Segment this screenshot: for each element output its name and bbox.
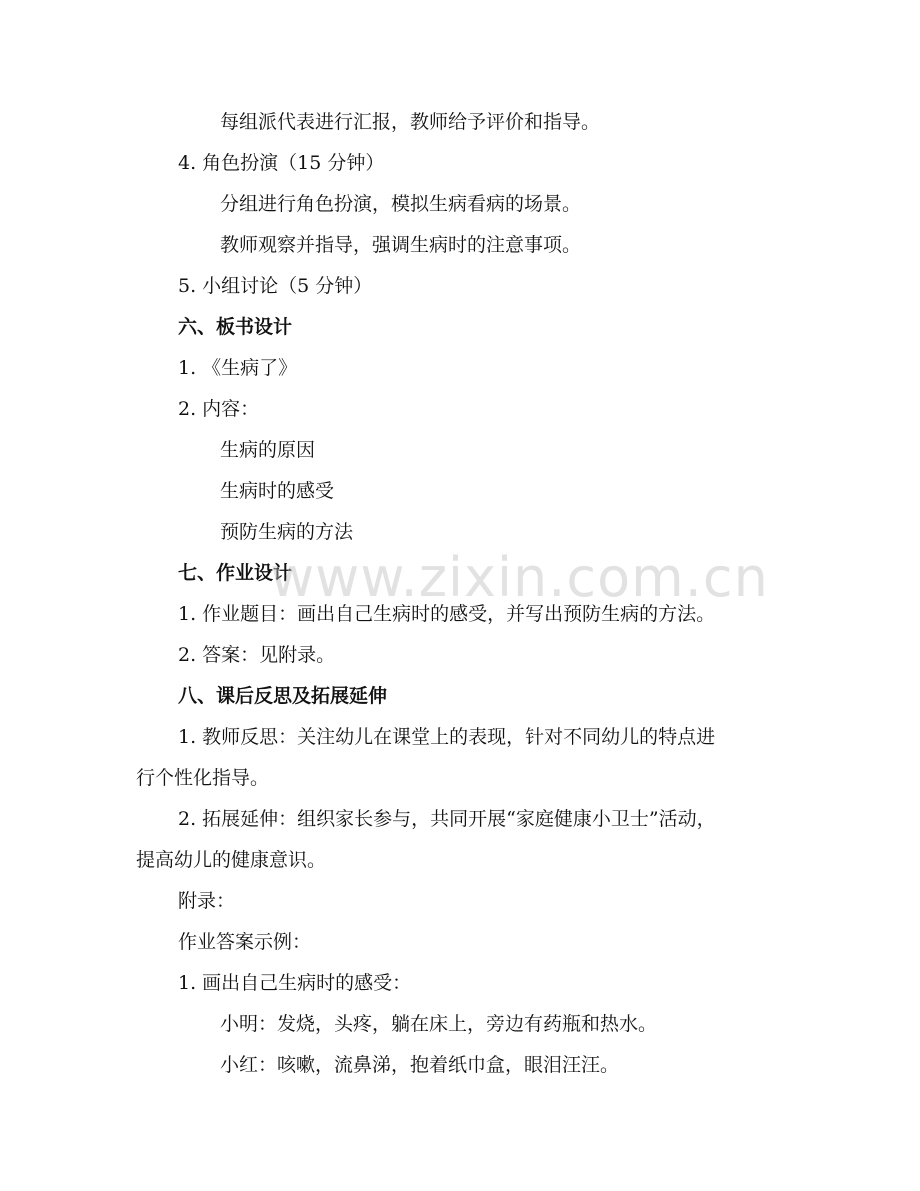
section-heading: 六、板书设计 — [178, 316, 293, 338]
list-item: 2. 答案：见附录。 — [178, 644, 336, 666]
list-item: 1. 画出自己生病时的感受： — [178, 972, 412, 994]
list-item: 1. 作业题目：画出自己生病时的感受，并写出预防生病的方法。 — [178, 603, 716, 625]
list-item: 1. 《生病了》 — [178, 357, 298, 379]
text-line: 小红：咳嗽，流鼻涕，抱着纸巾盒，眼泪汪汪。 — [220, 1054, 620, 1076]
section-heading: 七、作业设计 — [178, 562, 293, 584]
text-line: 每组派代表进行汇报，教师给予评价和指导。 — [220, 111, 601, 133]
text-line: 行个性化指导。 — [136, 767, 270, 789]
section-heading: 八、课后反思及拓展延伸 — [178, 685, 388, 707]
text-line: 预防生病的方法 — [220, 521, 354, 543]
text-line: 生病时的感受 — [220, 480, 335, 502]
appendix-heading: 附录： — [178, 890, 236, 912]
watermark: www.zixin.com.cn — [270, 546, 769, 609]
text-line: 提高幼儿的健康意识。 — [136, 849, 327, 871]
text-line: 分组进行角色扮演，模拟生病看病的场景。 — [220, 193, 582, 215]
text-line: 教师观察并指导，强调生病时的注意事项。 — [220, 234, 582, 256]
list-item: 5. 小组讨论（5 分钟） — [178, 275, 373, 297]
list-item: 2. 内容： — [178, 398, 260, 420]
text-line: 作业答案示例： — [178, 931, 312, 953]
text-line: 小明：发烧，头疼，躺在床上，旁边有药瓶和热水。 — [220, 1013, 658, 1035]
list-item: 1. 教师反思：关注幼儿在课堂上的表现，针对不同幼儿的特点进 — [178, 726, 716, 748]
text-line: 生病的原因 — [220, 439, 316, 461]
list-item: 4. 角色扮演（15 分钟） — [178, 152, 385, 174]
list-item: 2. 拓展延伸：组织家长参与，共同开展“家庭健康小卫士”活动， — [178, 808, 716, 830]
